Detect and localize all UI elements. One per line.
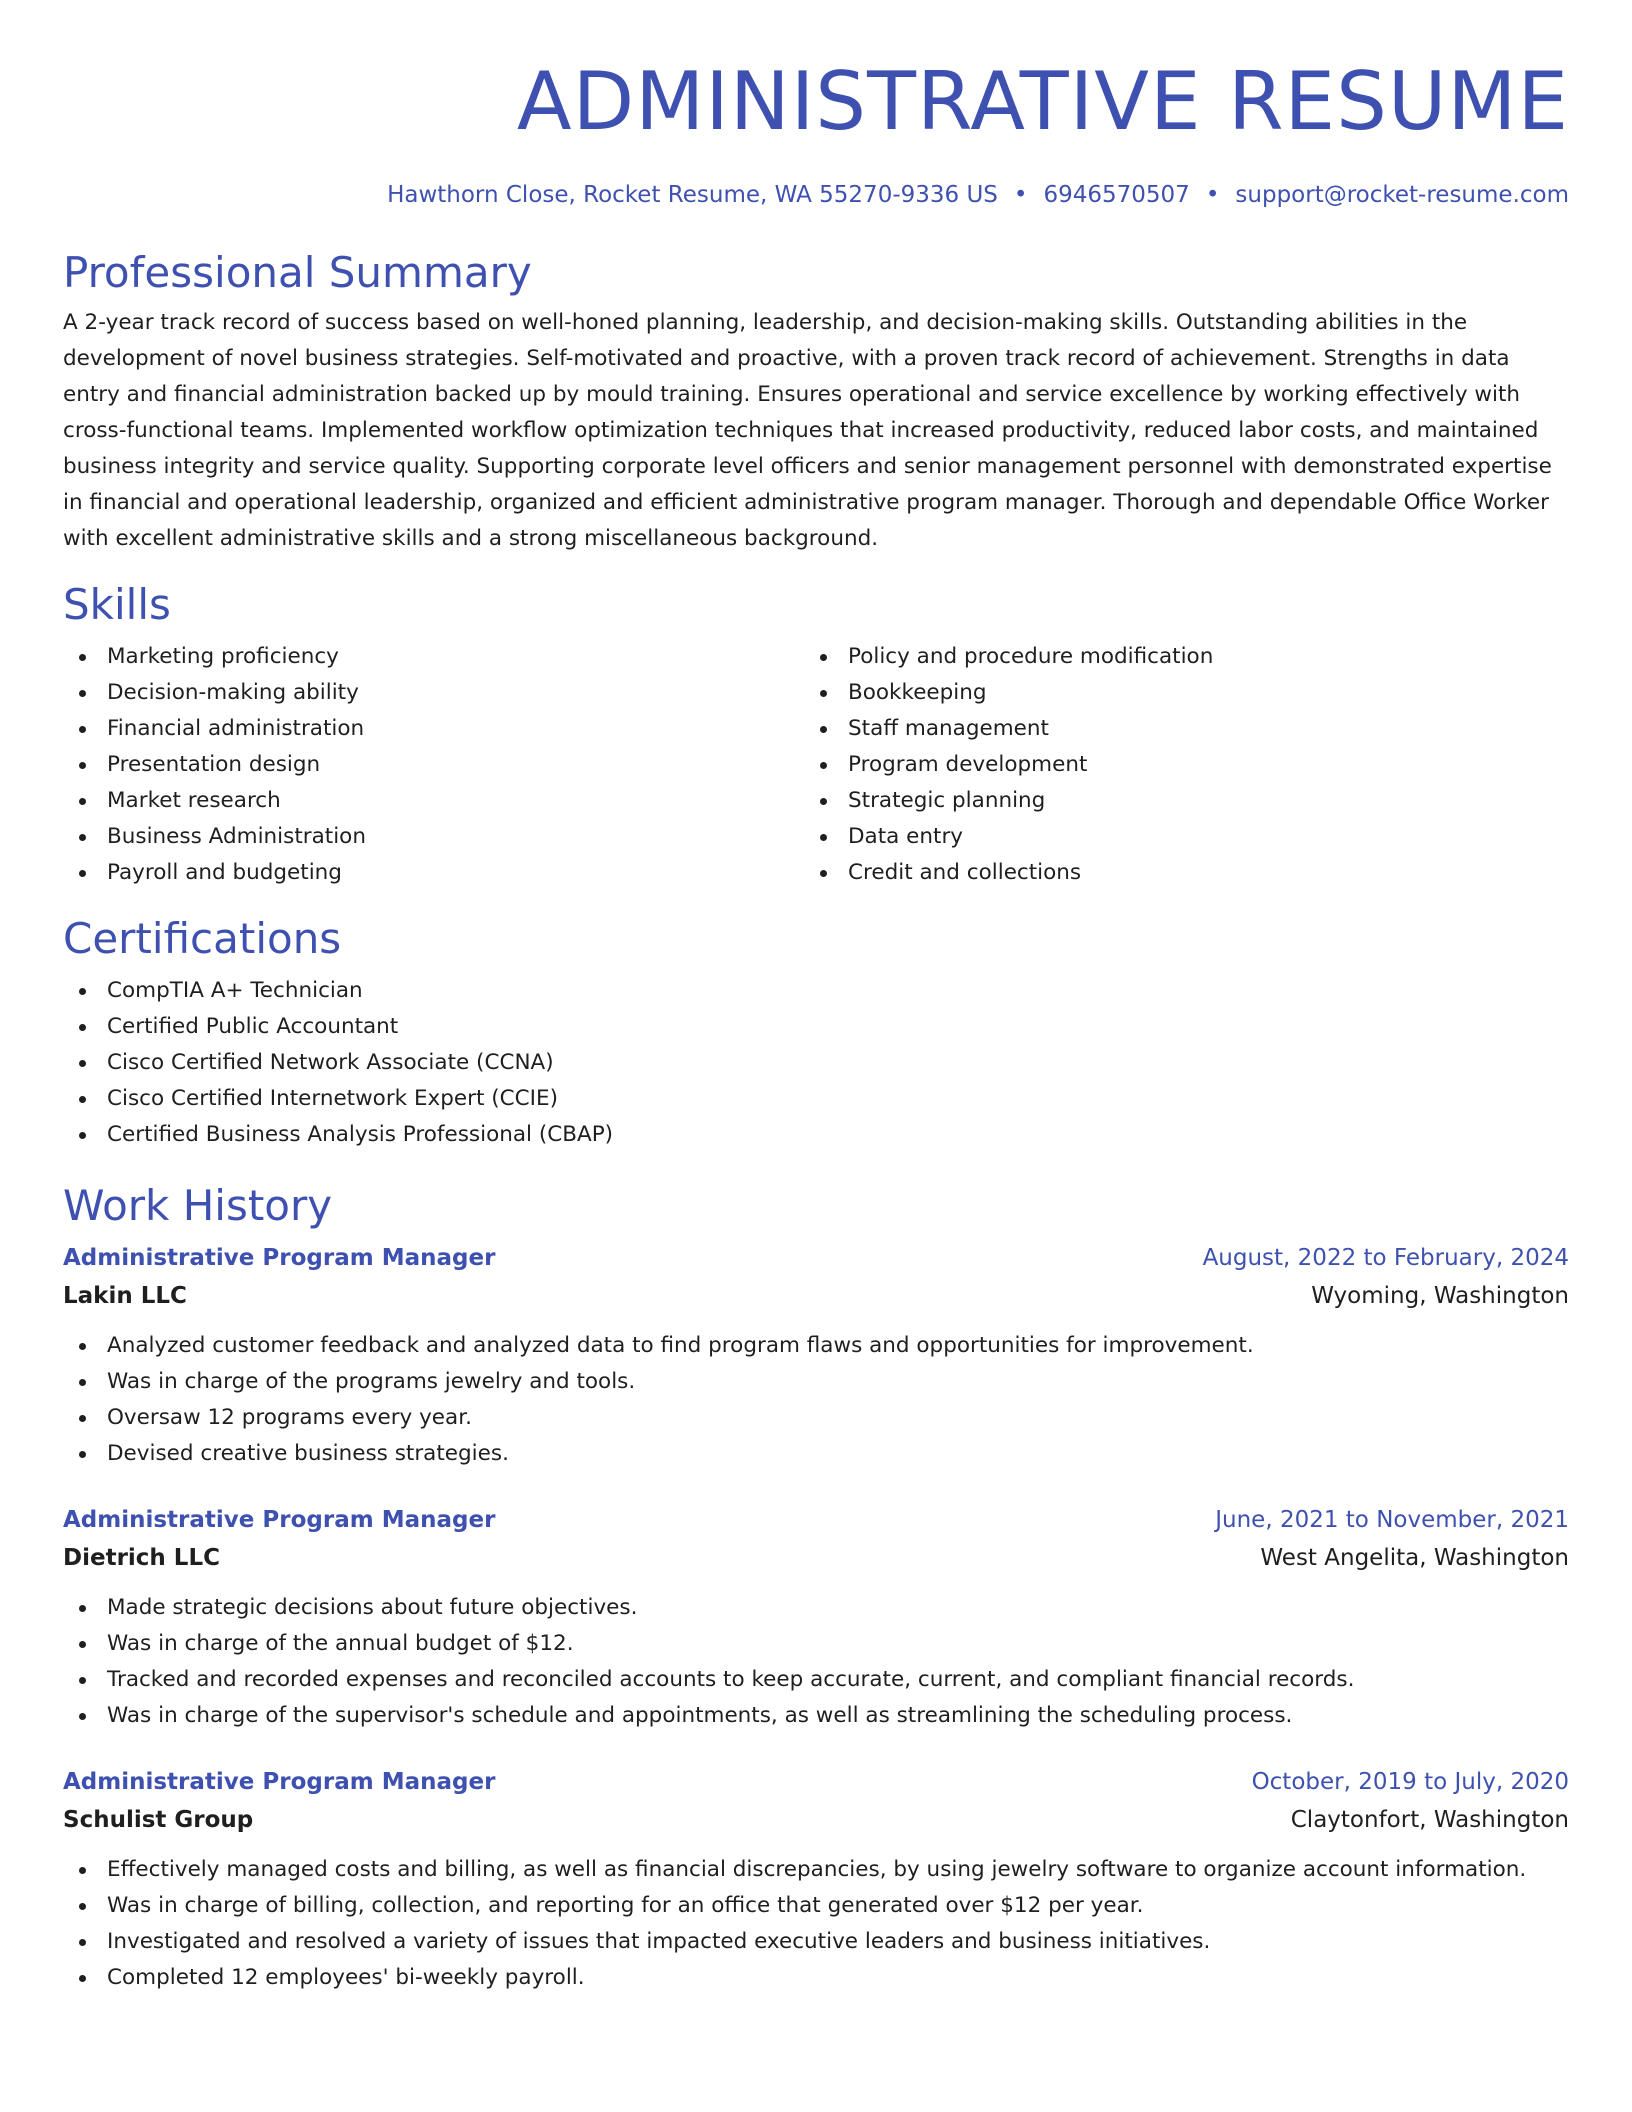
job-company: Schulist Group [63,1807,254,1833]
skill-item: Decision-making ability [63,675,804,711]
contact-phone: 6946570507 [1043,182,1190,208]
skills-heading: Skills [63,580,171,629]
job-dates: August, 2022 to February, 2024 [1202,1245,1569,1271]
job-bullet: Effectively managed costs and billing, as well as financial discrepancies, by using jewelry software to organize account information. [63,1852,1569,1888]
job-company-row [63,1538,1569,1578]
job-location: West Angelita, Washington [1260,1545,1569,1571]
contact-separator: • [1205,182,1220,208]
job-bullet: Investigated and resolved a variety of issues that impacted executive leaders and business initiatives. [63,1924,1569,1960]
job-entry [63,1502,1569,1734]
contact-line [63,180,1569,210]
skill-item: Policy and procedure modification [804,639,1545,675]
job-bullet: Completed 12 employees' bi-weekly payroll. [63,1960,1569,1996]
skill-item: Presentation design [63,747,804,783]
contact-separator: • [1013,182,1028,208]
job-dates: June, 2021 to November, 2021 [1215,1507,1569,1533]
certification-item: CompTIA A+ Technician [63,973,1569,1009]
skills-list [63,639,1569,891]
job-company-row [63,1800,1569,1840]
contact-address: Hawthorn Close, Rocket Resume, WA 55270-9336 US [387,182,998,208]
summary-text: A 2-year track record of success based on well-honed planning, leadership, and decision-making skills. Outstanding abilities in the development of novel business strategies. Self-motivated and proactive, with a proven track record of achievement. Strengths in data entry and financial administration backed up by mould training. Ensures operational and service excellence by working effectively with cross-functional teams. Implemented workflow optimization techniques that increased productivity, reduced labor costs, and maintained business integrity and service quality. Supporting corporate level officers and senior management personnel with demonstrated expertise in financial and operational leadership, organized and efficient administrative program manager. Thorough and dependable Office Worker with excellent administrative skills and a strong miscellaneous background. [63,310,1552,551]
job-company: Dietrich LLC [63,1545,221,1571]
job-bullet: Was in charge of the annual budget of $12. [63,1626,1569,1662]
skill-item: Program development [804,747,1545,783]
job-bullet: Oversaw 12 programs every year. [63,1400,1569,1436]
skill-item: Payroll and budgeting [63,855,804,891]
skill-item: Marketing proficiency [63,639,804,675]
skill-item: Staff management [804,711,1545,747]
certification-item: Cisco Certified Network Associate (CCNA) [63,1045,1569,1081]
job-dates: October, 2019 to July, 2020 [1251,1769,1569,1795]
certification-item: Certified Business Analysis Professional (CBAP) [63,1117,1569,1153]
job-title: Administrative Program Manager [63,1245,496,1271]
skill-item: Bookkeeping [804,675,1545,711]
contact-email: support@rocket-resume.com [1235,182,1569,208]
work-history-heading: Work History [63,1181,333,1230]
job-company-row [63,1276,1569,1316]
skill-item: Data entry [804,819,1545,855]
job-bullet: Was in charge of the programs jewelry and tools. [63,1364,1569,1400]
resume-title: ADMINISTRATIVE RESUME [516,55,1569,148]
job-bullet: Was in charge of the supervisor's schedule and appointments, as well as streamlining the scheduling process. [63,1698,1569,1734]
job-bullet: Devised creative business strategies. [63,1436,1569,1472]
job-entry [63,1240,1569,1472]
job-bullets [63,1590,1569,1734]
skill-item: Strategic planning [804,783,1545,819]
job-title: Administrative Program Manager [63,1507,496,1533]
job-bullets [63,1328,1569,1472]
job-entry [63,1764,1569,1996]
job-bullet: Made strategic decisions about future objectives. [63,1590,1569,1626]
skill-item: Business Administration [63,819,804,855]
job-header-row [63,1764,1569,1800]
skill-item: Financial administration [63,711,804,747]
job-bullet: Was in charge of billing, collection, and reporting for an office that generated over $12 per year. [63,1888,1569,1924]
job-location: Claytonfort, Washington [1290,1807,1569,1833]
job-title: Administrative Program Manager [63,1769,496,1795]
certifications-heading: Certifications [63,914,342,963]
job-company: Lakin LLC [63,1283,187,1309]
job-bullet: Tracked and recorded expenses and reconciled accounts to keep accurate, current, and compliant financial records. [63,1662,1569,1698]
summary-heading: Professional Summary [63,248,532,297]
certifications-list [63,973,1569,1153]
certification-item: Certified Public Accountant [63,1009,1569,1045]
job-bullet: Analyzed customer feedback and analyzed data to find program flaws and opportunities for improvement. [63,1328,1569,1364]
job-location: Wyoming, Washington [1311,1283,1569,1309]
job-header-row [63,1240,1569,1276]
job-bullets [63,1852,1569,1996]
certification-item: Cisco Certified Internetwork Expert (CCIE) [63,1081,1569,1117]
job-header-row [63,1502,1569,1538]
skills-column-left [63,639,804,891]
skill-item: Credit and collections [804,855,1545,891]
skills-column-right [804,639,1545,891]
skill-item: Market research [63,783,804,819]
